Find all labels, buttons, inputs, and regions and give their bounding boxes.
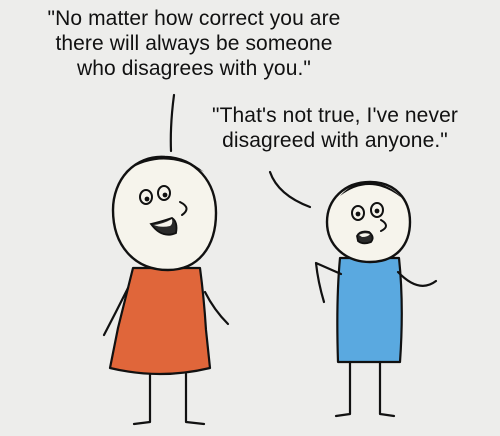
left-pupil-left (145, 197, 150, 202)
left-body (110, 268, 210, 374)
left-pupil-right (163, 193, 168, 198)
speech-right-line-2: disagreed with anyone." (222, 129, 448, 152)
right-leg-left (336, 362, 350, 416)
speech-tail-right (270, 172, 310, 207)
right-body (337, 258, 401, 362)
left-head (113, 157, 216, 270)
speech-right-line-1: "That's not true, I've never (212, 104, 458, 127)
right-character (316, 182, 436, 416)
left-leg-right (186, 374, 204, 424)
speech-left-line-3: who disagrees with you." (77, 57, 311, 80)
speech-left-line-2: there will always be someone (55, 32, 333, 55)
speech-left-line-1: "No matter how correct you are (47, 7, 341, 30)
left-arm-right (205, 292, 228, 324)
left-character (104, 157, 228, 424)
speech-tail-left (171, 95, 174, 151)
right-leg-right (380, 362, 394, 416)
left-leg-left (134, 374, 150, 424)
right-arm-right (398, 272, 436, 286)
right-pupil-left (356, 212, 361, 217)
right-pupil-right (375, 209, 380, 214)
